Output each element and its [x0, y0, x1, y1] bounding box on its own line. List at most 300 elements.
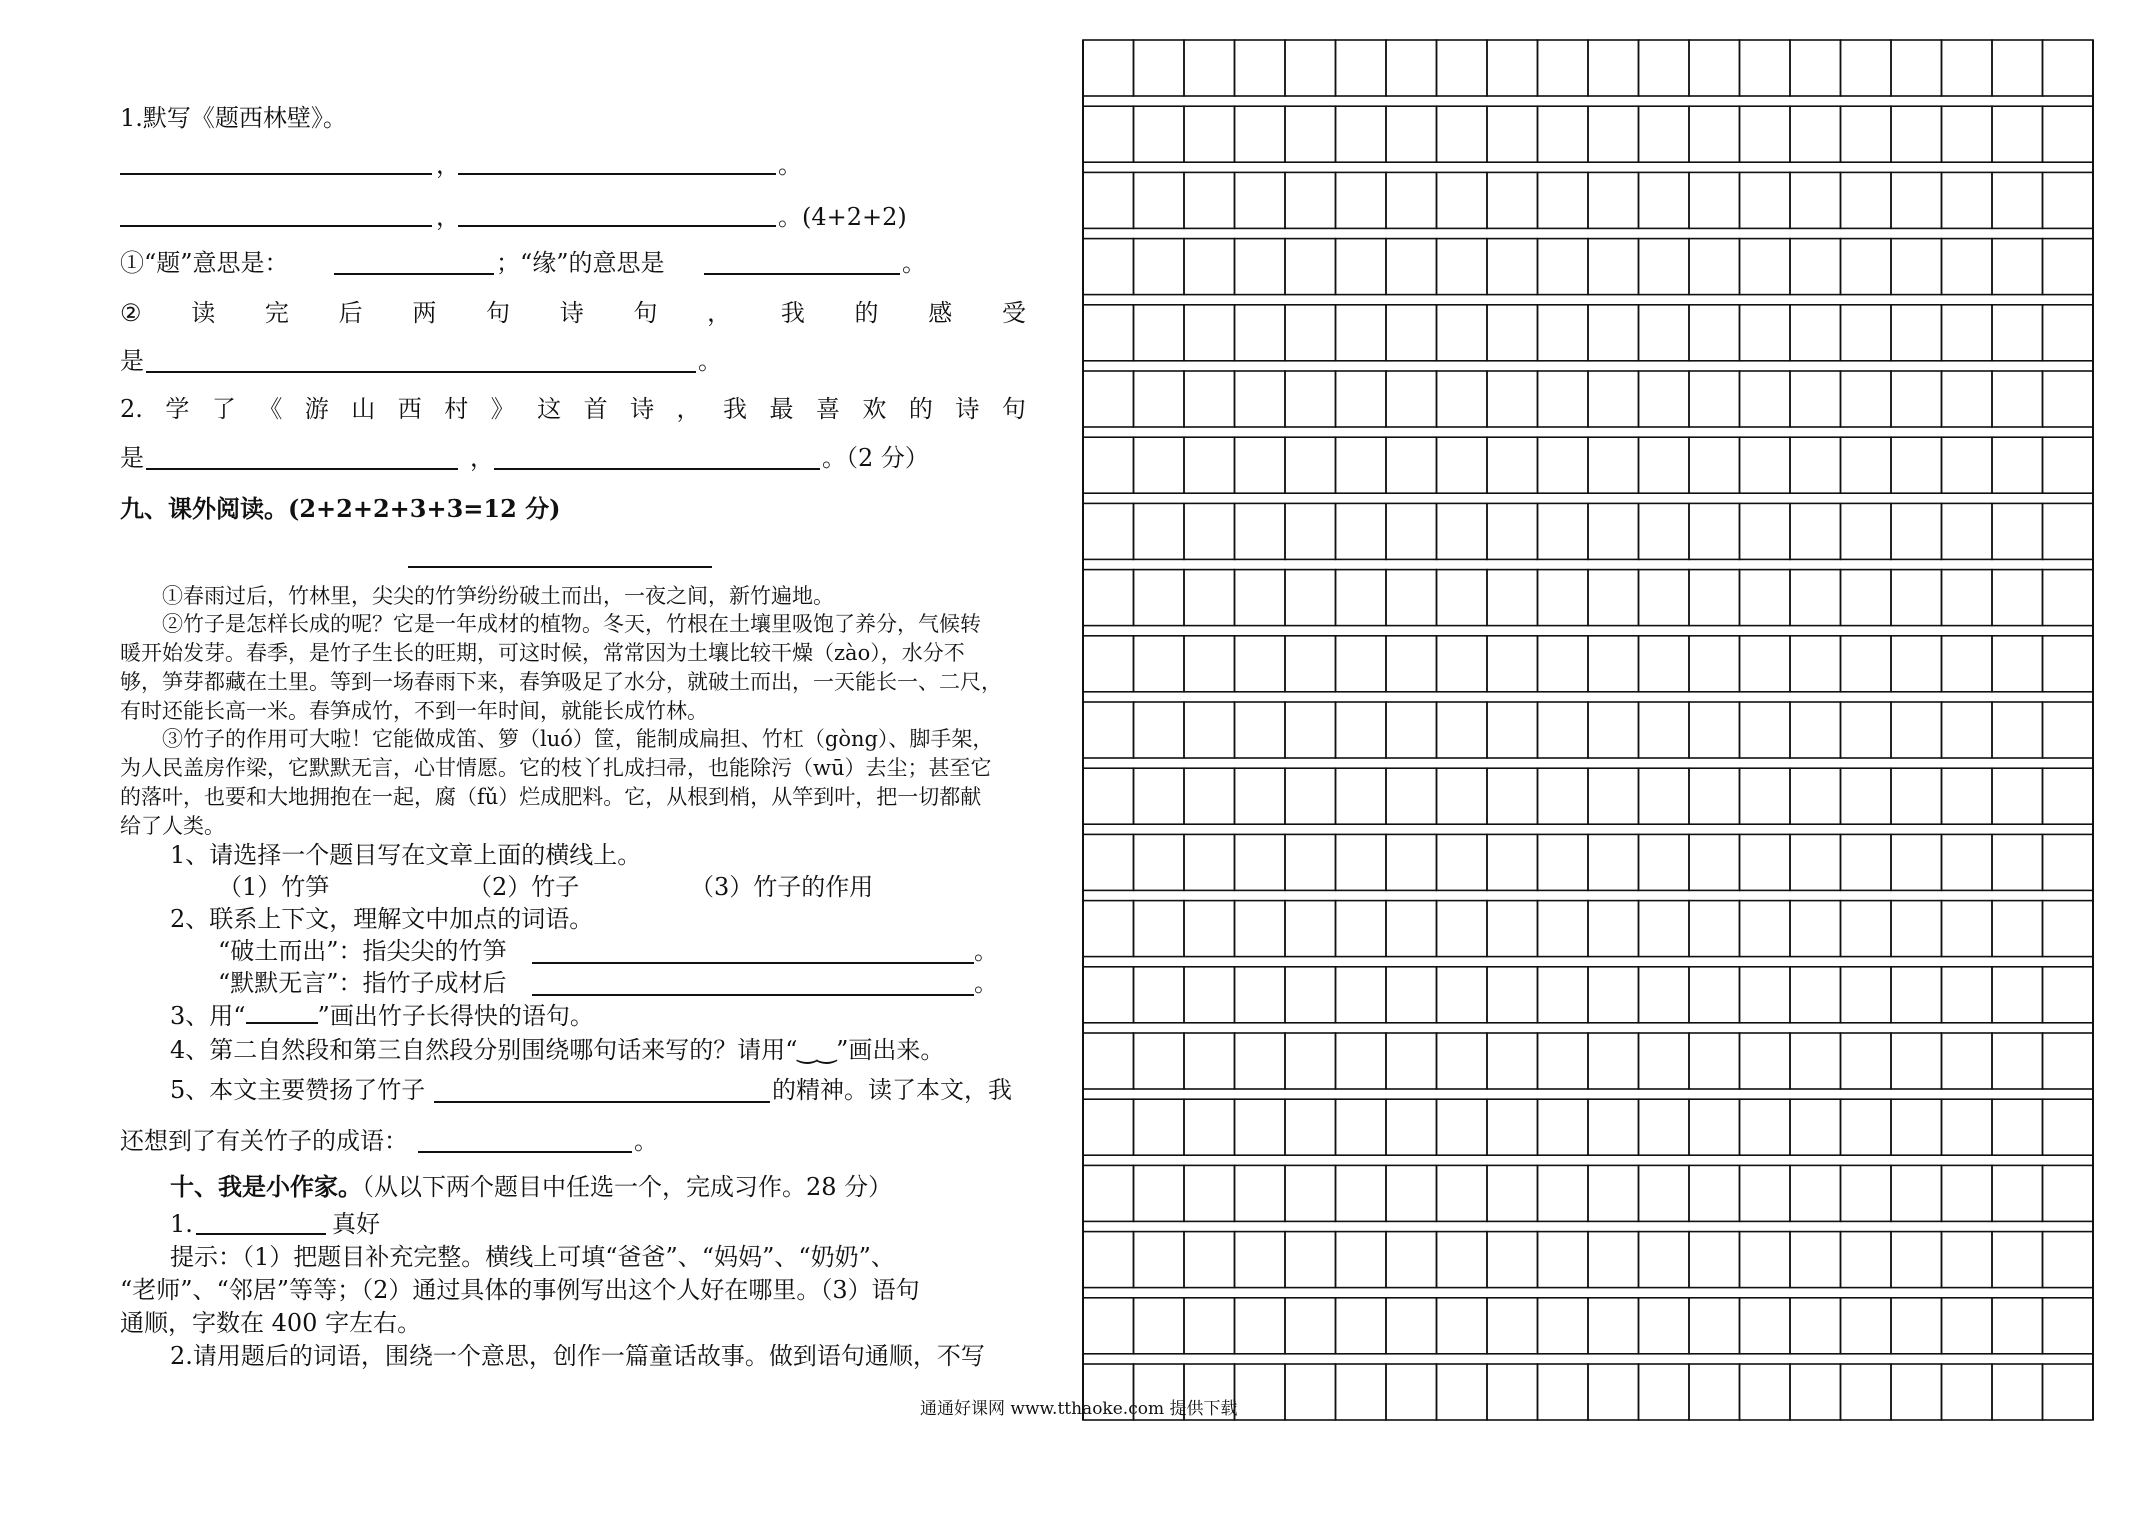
grid-cell[interactable]	[1588, 1033, 1639, 1089]
grid-cell[interactable]	[1841, 768, 1892, 824]
grid-cell[interactable]	[1841, 106, 1892, 162]
grid-cell[interactable]	[1235, 834, 1286, 890]
grid-cell[interactable]	[1639, 1033, 1690, 1089]
grid-cell[interactable]	[1437, 106, 1488, 162]
grid-cell[interactable]	[1386, 967, 1437, 1023]
grid-cell[interactable]	[1437, 1298, 1488, 1354]
grid-cell[interactable]	[1992, 1099, 2043, 1155]
grid-cell[interactable]	[2043, 768, 2094, 824]
grid-cell[interactable]	[1184, 901, 1235, 957]
grid-cell[interactable]	[1184, 305, 1235, 361]
grid-cell[interactable]	[1134, 702, 1185, 758]
grid-cell[interactable]	[1083, 834, 1134, 890]
grid-cell[interactable]	[1487, 1099, 1538, 1155]
grid-cell[interactable]	[1891, 437, 1942, 493]
grid-cell[interactable]	[1588, 768, 1639, 824]
grid-cell[interactable]	[1437, 1099, 1488, 1155]
grid-cell[interactable]	[1235, 1165, 1286, 1221]
grid-cell[interactable]	[1790, 1298, 1841, 1354]
grid-cell[interactable]	[1689, 1364, 1740, 1420]
grid-cell[interactable]	[1740, 636, 1791, 692]
grid-cell[interactable]	[1083, 437, 1134, 493]
grid-cell[interactable]	[1487, 967, 1538, 1023]
grid-cell[interactable]	[1841, 437, 1892, 493]
grid-cell[interactable]	[1891, 172, 1942, 228]
grid-cell[interactable]	[1790, 106, 1841, 162]
grid-cell[interactable]	[1336, 1033, 1387, 1089]
grid-cell[interactable]	[1184, 106, 1235, 162]
grid-cell[interactable]	[1538, 1165, 1589, 1221]
grid-cell[interactable]	[1689, 1232, 1740, 1288]
grid-cell[interactable]	[1841, 1364, 1892, 1420]
grid-cell[interactable]	[1336, 239, 1387, 295]
grid-cell[interactable]	[1740, 437, 1791, 493]
grid-cell[interactable]	[1083, 305, 1134, 361]
grid-cell[interactable]	[1336, 437, 1387, 493]
grid-cell[interactable]	[1891, 768, 1942, 824]
grid-cell[interactable]	[1386, 1033, 1437, 1089]
grid-cell[interactable]	[2043, 1033, 2094, 1089]
grid-cell[interactable]	[1235, 371, 1286, 427]
grid-cell[interactable]	[1891, 1033, 1942, 1089]
grid-cell[interactable]	[1992, 106, 2043, 162]
grid-cell[interactable]	[1487, 1364, 1538, 1420]
grid-cell[interactable]	[2043, 1099, 2094, 1155]
grid-cell[interactable]	[1689, 702, 1740, 758]
grid-cell[interactable]	[1235, 503, 1286, 559]
grid-cell[interactable]	[1689, 503, 1740, 559]
grid-cell[interactable]	[1336, 40, 1387, 96]
grid-cell[interactable]	[1336, 1232, 1387, 1288]
grid-cell[interactable]	[1588, 967, 1639, 1023]
grid-cell[interactable]	[1386, 834, 1437, 890]
grid-cell[interactable]	[1790, 1033, 1841, 1089]
grid-cell[interactable]	[2043, 40, 2094, 96]
grid-cell[interactable]	[1184, 636, 1235, 692]
grid-cell[interactable]	[1336, 768, 1387, 824]
grid-cell[interactable]	[1891, 967, 1942, 1023]
grid-cell[interactable]	[1437, 768, 1488, 824]
grid-cell[interactable]	[1689, 371, 1740, 427]
grid-cell[interactable]	[1639, 901, 1690, 957]
grid-cell[interactable]	[1386, 40, 1437, 96]
grid-cell[interactable]	[1184, 172, 1235, 228]
grid-cell[interactable]	[1689, 106, 1740, 162]
grid-cell[interactable]	[1235, 40, 1286, 96]
grid-cell[interactable]	[1184, 768, 1235, 824]
grid-cell[interactable]	[1134, 1298, 1185, 1354]
grid-cell[interactable]	[1285, 305, 1336, 361]
grid-cell[interactable]	[1083, 967, 1134, 1023]
grid-cell[interactable]	[1740, 1099, 1791, 1155]
grid-cell[interactable]	[1639, 1364, 1690, 1420]
grid-cell[interactable]	[1487, 834, 1538, 890]
grid-cell[interactable]	[2043, 901, 2094, 957]
grid-cell[interactable]	[1083, 1033, 1134, 1089]
grid-cell[interactable]	[1891, 901, 1942, 957]
grid-cell[interactable]	[1689, 239, 1740, 295]
grid-cell[interactable]	[1538, 1099, 1589, 1155]
grid-cell[interactable]	[1487, 636, 1538, 692]
grid-cell[interactable]	[1134, 834, 1185, 890]
grid-cell[interactable]	[2043, 503, 2094, 559]
grid-cell[interactable]	[1942, 239, 1993, 295]
grid-cell[interactable]	[1083, 1232, 1134, 1288]
grid-cell[interactable]	[1285, 570, 1336, 626]
grid-cell[interactable]	[1184, 371, 1235, 427]
grid-cell[interactable]	[1134, 768, 1185, 824]
grid-cell[interactable]	[1639, 967, 1690, 1023]
grid-cell[interactable]	[1841, 702, 1892, 758]
grid-cell[interactable]	[1386, 1232, 1437, 1288]
grid-cell[interactable]	[1538, 437, 1589, 493]
grid-cell[interactable]	[1992, 636, 2043, 692]
grid-cell[interactable]	[1285, 106, 1336, 162]
grid-cell[interactable]	[1992, 901, 2043, 957]
grid-cell[interactable]	[1285, 834, 1336, 890]
grid-cell[interactable]	[1184, 1298, 1235, 1354]
grid-cell[interactable]	[1992, 967, 2043, 1023]
grid-cell[interactable]	[1437, 371, 1488, 427]
grid-cell[interactable]	[1538, 967, 1589, 1023]
grid-cell[interactable]	[1285, 437, 1336, 493]
grid-cell[interactable]	[1538, 1232, 1589, 1288]
grid-cell[interactable]	[1891, 702, 1942, 758]
grid-cell[interactable]	[1538, 1298, 1589, 1354]
grid-cell[interactable]	[1588, 503, 1639, 559]
grid-cell[interactable]	[1083, 172, 1134, 228]
grid-cell[interactable]	[1336, 503, 1387, 559]
grid-cell[interactable]	[1588, 1298, 1639, 1354]
grid-cell[interactable]	[1740, 967, 1791, 1023]
grid-cell[interactable]	[1134, 106, 1185, 162]
grid-cell[interactable]	[1790, 834, 1841, 890]
grid-cell[interactable]	[1184, 834, 1235, 890]
grid-cell[interactable]	[1841, 503, 1892, 559]
grid-cell[interactable]	[1538, 702, 1589, 758]
grid-cell[interactable]	[2043, 1232, 2094, 1288]
grid-cell[interactable]	[1740, 901, 1791, 957]
grid-cell[interactable]	[1740, 834, 1791, 890]
grid-cell[interactable]	[2043, 305, 2094, 361]
grid-cell[interactable]	[1134, 305, 1185, 361]
grid-cell[interactable]	[1336, 901, 1387, 957]
grid-cell[interactable]	[1184, 967, 1235, 1023]
grid-cell[interactable]	[1235, 901, 1286, 957]
grid-cell[interactable]	[1235, 967, 1286, 1023]
grid-cell[interactable]	[1992, 305, 2043, 361]
grid-cell[interactable]	[1235, 305, 1286, 361]
grid-cell[interactable]	[1588, 1099, 1639, 1155]
grid-cell[interactable]	[1235, 768, 1286, 824]
grid-cell[interactable]	[1184, 437, 1235, 493]
grid-cell[interactable]	[1538, 570, 1589, 626]
grid-cell[interactable]	[1740, 1033, 1791, 1089]
grid-cell[interactable]	[1588, 437, 1639, 493]
grid-cell[interactable]	[1891, 106, 1942, 162]
grid-cell[interactable]	[1184, 570, 1235, 626]
grid-cell[interactable]	[1336, 371, 1387, 427]
grid-cell[interactable]	[1386, 1364, 1437, 1420]
grid-cell[interactable]	[1891, 1364, 1942, 1420]
grid-cell[interactable]	[1841, 570, 1892, 626]
grid-cell[interactable]	[1992, 437, 2043, 493]
grid-cell[interactable]	[1689, 437, 1740, 493]
grid-cell[interactable]	[1740, 305, 1791, 361]
grid-cell[interactable]	[1336, 1165, 1387, 1221]
grid-cell[interactable]	[1437, 172, 1488, 228]
grid-cell[interactable]	[1639, 570, 1690, 626]
grid-cell[interactable]	[1235, 437, 1286, 493]
grid-cell[interactable]	[1285, 172, 1336, 228]
grid-cell[interactable]	[1134, 1033, 1185, 1089]
grid-cell[interactable]	[1134, 371, 1185, 427]
grid-cell[interactable]	[1235, 1033, 1286, 1089]
grid-cell[interactable]	[1083, 901, 1134, 957]
grid-cell[interactable]	[1639, 172, 1690, 228]
grid-cell[interactable]	[1639, 702, 1690, 758]
grid-cell[interactable]	[1740, 1364, 1791, 1420]
grid-cell[interactable]	[1992, 834, 2043, 890]
grid-cell[interactable]	[1992, 40, 2043, 96]
grid-cell[interactable]	[1891, 570, 1942, 626]
grid-cell[interactable]	[1740, 1298, 1791, 1354]
grid-cell[interactable]	[1740, 40, 1791, 96]
grid-cell[interactable]	[1740, 239, 1791, 295]
grid-cell[interactable]	[1841, 172, 1892, 228]
grid-cell[interactable]	[1992, 1165, 2043, 1221]
grid-cell[interactable]	[1285, 40, 1336, 96]
grid-cell[interactable]	[1235, 636, 1286, 692]
grid-cell[interactable]	[1942, 967, 1993, 1023]
grid-cell[interactable]	[1891, 636, 1942, 692]
grid-cell[interactable]	[1588, 305, 1639, 361]
grid-cell[interactable]	[1841, 636, 1892, 692]
grid-cell[interactable]	[1942, 702, 1993, 758]
grid-cell[interactable]	[2043, 1298, 2094, 1354]
grid-cell[interactable]	[1992, 702, 2043, 758]
grid-cell[interactable]	[1740, 570, 1791, 626]
grid-cell[interactable]	[1841, 834, 1892, 890]
grid-cell[interactable]	[1992, 570, 2043, 626]
grid-cell[interactable]	[1285, 768, 1336, 824]
grid-cell[interactable]	[1437, 1165, 1488, 1221]
grid-cell[interactable]	[1992, 1033, 2043, 1089]
grid-cell[interactable]	[1639, 239, 1690, 295]
grid-cell[interactable]	[1790, 1232, 1841, 1288]
grid-cell[interactable]	[1942, 1298, 1993, 1354]
grid-cell[interactable]	[1437, 1033, 1488, 1089]
grid-cell[interactable]	[1386, 172, 1437, 228]
grid-cell[interactable]	[1134, 1099, 1185, 1155]
grid-cell[interactable]	[1588, 1165, 1639, 1221]
grid-cell[interactable]	[1437, 40, 1488, 96]
grid-cell[interactable]	[1689, 834, 1740, 890]
grid-cell[interactable]	[1134, 901, 1185, 957]
grid-cell[interactable]	[1235, 1099, 1286, 1155]
grid-cell[interactable]	[1538, 901, 1589, 957]
grid-cell[interactable]	[1487, 1232, 1538, 1288]
grid-cell[interactable]	[1740, 702, 1791, 758]
grid-cell[interactable]	[1942, 834, 1993, 890]
grid-cell[interactable]	[1487, 768, 1538, 824]
grid-cell[interactable]	[1285, 239, 1336, 295]
grid-cell[interactable]	[1134, 1232, 1185, 1288]
grid-cell[interactable]	[1386, 1298, 1437, 1354]
grid-cell[interactable]	[1184, 1165, 1235, 1221]
grid-cell[interactable]	[1083, 1165, 1134, 1221]
grid-cell[interactable]	[1588, 371, 1639, 427]
grid-cell[interactable]	[1437, 636, 1488, 692]
grid-cell[interactable]	[1487, 570, 1538, 626]
grid-cell[interactable]	[1588, 1364, 1639, 1420]
grid-cell[interactable]	[1336, 1298, 1387, 1354]
grid-cell[interactable]	[2043, 239, 2094, 295]
grid-cell[interactable]	[2043, 1364, 2094, 1420]
grid-cell[interactable]	[1538, 1364, 1589, 1420]
grid-cell[interactable]	[1083, 40, 1134, 96]
grid-cell[interactable]	[1285, 1165, 1336, 1221]
grid-cell[interactable]	[1588, 901, 1639, 957]
grid-cell[interactable]	[1790, 768, 1841, 824]
grid-cell[interactable]	[1235, 172, 1286, 228]
grid-cell[interactable]	[1639, 768, 1690, 824]
grid-cell[interactable]	[1437, 503, 1488, 559]
grid-cell[interactable]	[1891, 371, 1942, 427]
grid-cell[interactable]	[1538, 172, 1589, 228]
grid-cell[interactable]	[1538, 40, 1589, 96]
grid-cell[interactable]	[1790, 503, 1841, 559]
grid-cell[interactable]	[1891, 1232, 1942, 1288]
grid-cell[interactable]	[1588, 1232, 1639, 1288]
grid-cell[interactable]	[1083, 768, 1134, 824]
grid-cell[interactable]	[2043, 702, 2094, 758]
grid-cell[interactable]	[1083, 371, 1134, 427]
grid-cell[interactable]	[1487, 1165, 1538, 1221]
grid-cell[interactable]	[1588, 106, 1639, 162]
grid-cell[interactable]	[1235, 702, 1286, 758]
grid-cell[interactable]	[1235, 239, 1286, 295]
grid-cell[interactable]	[1285, 1033, 1336, 1089]
grid-cell[interactable]	[2043, 570, 2094, 626]
grid-cell[interactable]	[1689, 1165, 1740, 1221]
grid-cell[interactable]	[1386, 1165, 1437, 1221]
grid-cell[interactable]	[1437, 1232, 1488, 1288]
grid-cell[interactable]	[1083, 1298, 1134, 1354]
grid-cell[interactable]	[1639, 834, 1690, 890]
grid-cell[interactable]	[1790, 40, 1841, 96]
grid-cell[interactable]	[1992, 1298, 2043, 1354]
grid-cell[interactable]	[1942, 1165, 1993, 1221]
grid-cell[interactable]	[1891, 40, 1942, 96]
grid-cell[interactable]	[1285, 1232, 1336, 1288]
grid-cell[interactable]	[1134, 967, 1185, 1023]
grid-cell[interactable]	[1942, 371, 1993, 427]
grid-cell[interactable]	[1841, 1165, 1892, 1221]
grid-cell[interactable]	[1891, 1298, 1942, 1354]
grid-cell[interactable]	[1437, 702, 1488, 758]
grid-cell[interactable]	[1083, 239, 1134, 295]
grid-cell[interactable]	[1740, 503, 1791, 559]
grid-cell[interactable]	[1285, 503, 1336, 559]
grid-cell[interactable]	[1386, 570, 1437, 626]
grid-cell[interactable]	[1588, 40, 1639, 96]
grid-cell[interactable]	[1689, 305, 1740, 361]
grid-cell[interactable]	[1134, 503, 1185, 559]
grid-cell[interactable]	[1235, 570, 1286, 626]
grid-cell[interactable]	[1689, 1298, 1740, 1354]
grid-cell[interactable]	[1891, 503, 1942, 559]
grid-cell[interactable]	[1790, 1364, 1841, 1420]
grid-cell[interactable]	[1083, 1099, 1134, 1155]
grid-cell[interactable]	[1336, 702, 1387, 758]
grid-cell[interactable]	[1639, 106, 1690, 162]
grid-cell[interactable]	[1588, 239, 1639, 295]
grid-cell[interactable]	[1588, 702, 1639, 758]
grid-cell[interactable]	[2043, 106, 2094, 162]
grid-cell[interactable]	[1841, 1099, 1892, 1155]
grid-cell[interactable]	[1184, 1099, 1235, 1155]
grid-cell[interactable]	[1740, 371, 1791, 427]
grid-cell[interactable]	[1285, 636, 1336, 692]
grid-cell[interactable]	[1588, 570, 1639, 626]
grid-cell[interactable]	[1639, 503, 1690, 559]
grid-cell[interactable]	[1437, 305, 1488, 361]
grid-cell[interactable]	[1841, 305, 1892, 361]
grid-cell[interactable]	[1538, 305, 1589, 361]
grid-cell[interactable]	[1184, 1232, 1235, 1288]
grid-cell[interactable]	[1689, 967, 1740, 1023]
grid-cell[interactable]	[1538, 239, 1589, 295]
grid-cell[interactable]	[1336, 636, 1387, 692]
grid-cell[interactable]	[2043, 437, 2094, 493]
grid-cell[interactable]	[1639, 636, 1690, 692]
grid-cell[interactable]	[1134, 239, 1185, 295]
grid-cell[interactable]	[1841, 1232, 1892, 1288]
grid-cell[interactable]	[1487, 172, 1538, 228]
grid-cell[interactable]	[1942, 106, 1993, 162]
grid-cell[interactable]	[1689, 768, 1740, 824]
grid-cell[interactable]	[1235, 1298, 1286, 1354]
grid-cell[interactable]	[1487, 305, 1538, 361]
grid-cell[interactable]	[2043, 636, 2094, 692]
grid-cell[interactable]	[1437, 901, 1488, 957]
grid-cell[interactable]	[1790, 172, 1841, 228]
grid-cell[interactable]	[1790, 570, 1841, 626]
grid-cell[interactable]	[1639, 371, 1690, 427]
grid-cell[interactable]	[1841, 1033, 1892, 1089]
grid-cell[interactable]	[1083, 702, 1134, 758]
grid-cell[interactable]	[1336, 834, 1387, 890]
grid-cell[interactable]	[1235, 1364, 1286, 1420]
grid-cell[interactable]	[1790, 1165, 1841, 1221]
grid-cell[interactable]	[1184, 503, 1235, 559]
grid-cell[interactable]	[1942, 768, 1993, 824]
grid-cell[interactable]	[1487, 1033, 1538, 1089]
grid-cell[interactable]	[1891, 1099, 1942, 1155]
grid-cell[interactable]	[2043, 834, 2094, 890]
grid-cell[interactable]	[2043, 967, 2094, 1023]
grid-cell[interactable]	[1386, 702, 1437, 758]
grid-cell[interactable]	[1285, 371, 1336, 427]
grid-cell[interactable]	[1992, 1232, 2043, 1288]
grid-cell[interactable]	[1992, 768, 2043, 824]
grid-cell[interactable]	[1942, 1364, 1993, 1420]
grid-cell[interactable]	[1639, 40, 1690, 96]
grid-cell[interactable]	[1841, 967, 1892, 1023]
grid-cell[interactable]	[1235, 1232, 1286, 1288]
grid-cell[interactable]	[1386, 239, 1437, 295]
